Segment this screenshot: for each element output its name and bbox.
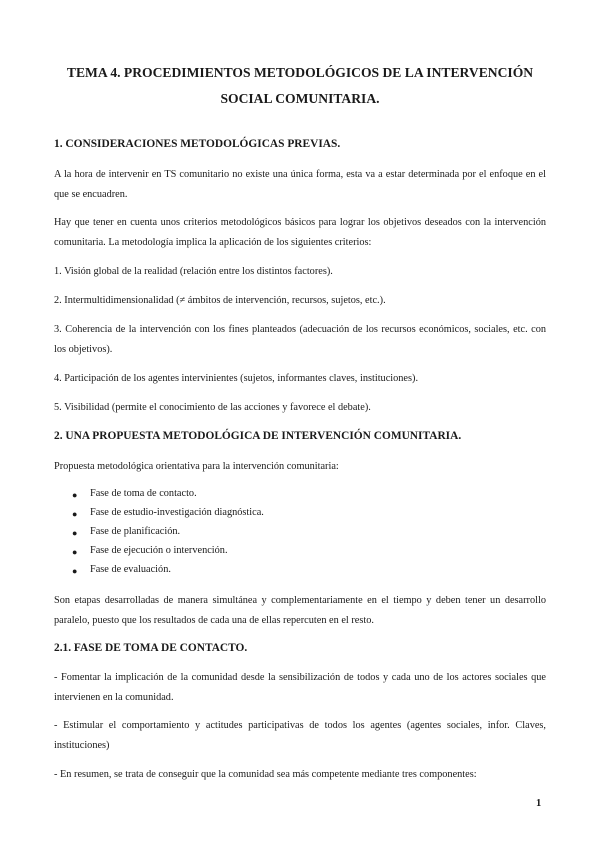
list-item: Fase de evaluación. [90,564,171,575]
section-2-1-heading: 2.1. FASE DE TOMA DE CONTACTO. [54,642,248,654]
list-item: Fase de ejecución o intervención. [90,545,228,556]
section-1-heading: 1. CONSIDERACIONES METODOLÓGICAS PREVIAS. [54,138,341,150]
criteria-item: 4. Participación de los agentes intervinientes (sujetos, informantes claves, instituciones). [54,373,419,384]
list-item: Fase de planificación. [90,526,181,537]
criteria-item: 5. Visibilidad (permite el conocimiento de las acciones y favorece el debate). [54,402,371,413]
criteria-item: 3. Coherencia de la intervención con los fines planteados (adecuación de los recursos económicos, sociales, etc. con los objetivos). [54,324,546,355]
criteria-item: 1. Visión global de la realidad (relación entre los distintos factores). [54,266,333,277]
bullet-icon: ● [72,509,78,519]
paragraph: - Fomentar la implicación de la comunidad desde la sensibilización de todos y cada uno de los actores sociales que intervienen en la comunidad. [54,672,546,703]
criteria-item: 2. Intermultidimensionalidad (≠ ámbitos de intervención, recursos, sujetos, etc.). [54,295,386,306]
list-item: Fase de toma de contacto. [90,488,197,499]
bullet-icon: ● [72,490,78,500]
paragraph: Propuesta metodológica orientativa para la intervención comunitaria: [54,461,339,472]
paragraph: Hay que tener en cuenta unos criterios metodológicos básicos para lograr los objetivos deseados con la intervención comunitaria. La metodología implica la aplicación de los siguientes criterios: [54,217,546,248]
list-item: Fase de estudio-investigación diagnóstica. [90,507,264,518]
paragraph: - En resumen, se trata de conseguir que la comunidad sea más competente mediante tres componentes: [54,769,477,780]
paragraph: Son etapas desarrolladas de manera simultánea y complementariamente en el tiempo y deben tener un desarrollo paralelo, puesto que los resultados de cada una de ellas repercuten en el resto. [54,595,546,626]
paragraph: A la hora de intervenir en TS comunitario no existe una única forma, esta va a estar determinada por el enfoque en el que se encuadren. [54,169,546,200]
bullet-icon: ● [72,528,78,538]
bullet-icon: ● [72,566,78,576]
bullet-icon: ● [72,547,78,557]
document-title: TEMA 4. PROCEDIMIENTOS METODOLÓGICOS DE LA INTERVENCIÓN SOCIAL COMUNITARIA. [66,65,534,106]
section-2-heading: 2. UNA PROPUESTA METODOLÓGICA DE INTERVENCIÓN COMUNITARIA. [54,430,462,442]
page-number: 1 [536,798,542,809]
paragraph: - Estimular el comportamiento y actitudes participativas de todos los agentes (agentes sociales, infor. Claves, instituciones) [54,720,546,751]
